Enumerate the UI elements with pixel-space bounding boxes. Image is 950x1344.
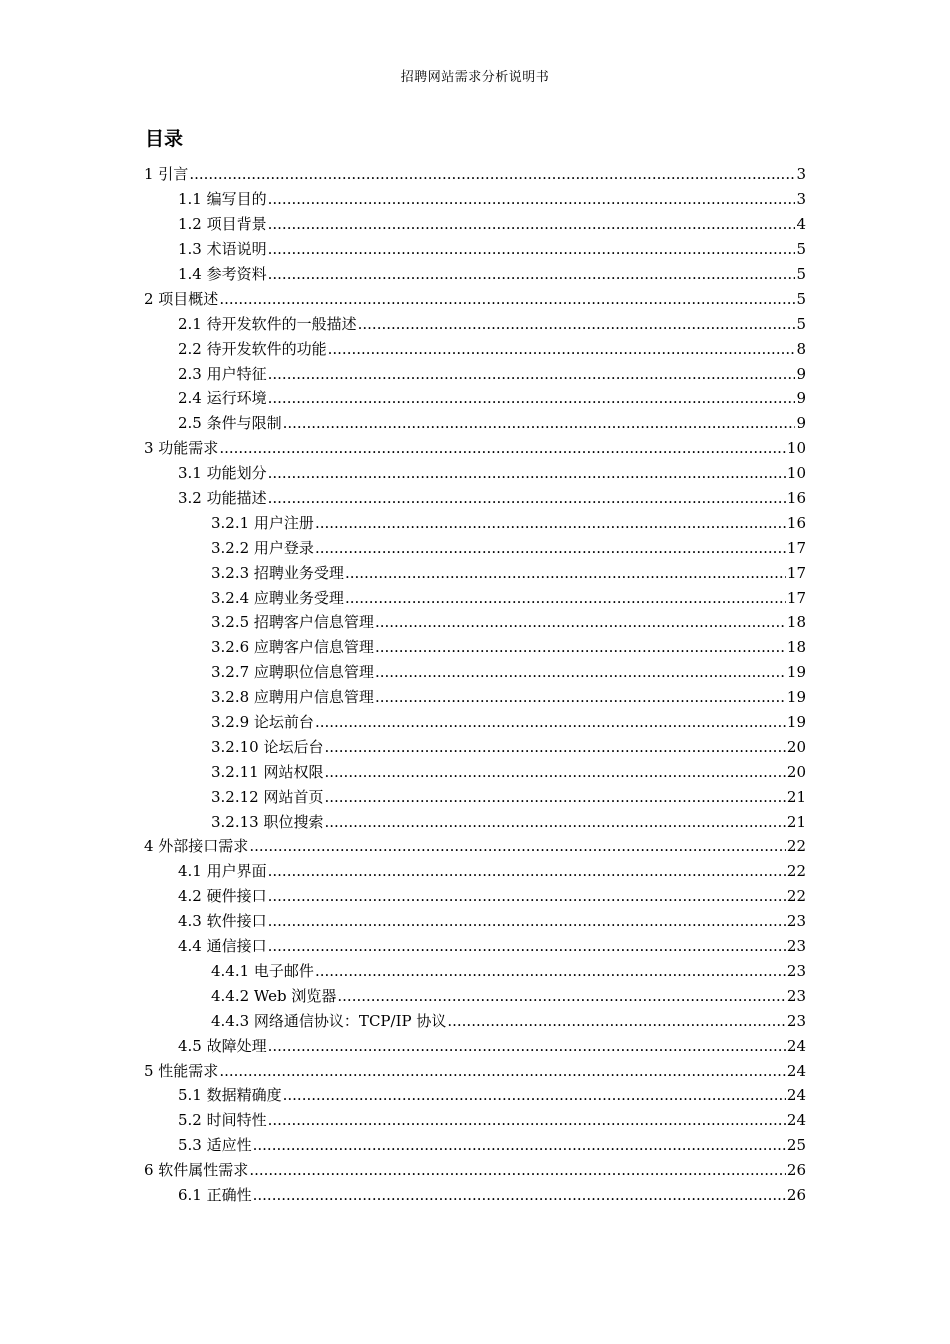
toc-dot-leader (375, 612, 786, 632)
toc-entry[interactable] (178, 1133, 806, 1158)
toc-entry-label: 5 性能需求 (144, 1061, 219, 1080)
toc-page-number: 10 (786, 439, 806, 458)
toc-entry-label: 3.1 功能划分 (178, 464, 267, 483)
table-of-contents (0, 162, 950, 1207)
toc-page-number: 16 (786, 489, 806, 508)
toc-page-number: 22 (786, 862, 806, 881)
toc-page-number: 24 (786, 1061, 806, 1080)
toc-page-number: 18 (786, 638, 806, 657)
toc-entry[interactable] (211, 560, 806, 585)
toc-entry[interactable] (178, 411, 806, 436)
toc-page-number: 17 (786, 563, 806, 582)
toc-dot-leader (268, 886, 786, 906)
toc-dot-leader (337, 986, 786, 1006)
toc-entry[interactable] (144, 834, 806, 859)
toc-page-number: 26 (786, 1185, 806, 1204)
toc-entry-label: 3.2.7 应聘职位信息管理 (211, 663, 374, 682)
toc-entry-label: 3.2.4 应聘业务受理 (211, 588, 344, 607)
toc-entry-label: 4.5 故障处理 (178, 1036, 267, 1055)
toc-page-number: 25 (786, 1136, 806, 1155)
toc-entry[interactable] (211, 585, 806, 610)
toc-entry[interactable] (178, 361, 806, 386)
toc-page-number: 16 (786, 513, 806, 532)
toc-dot-leader (253, 1185, 786, 1205)
toc-page-number: 23 (786, 986, 806, 1005)
toc-entry-label: 1.1 编写目的 (178, 190, 267, 209)
toc-dot-leader (283, 413, 796, 433)
toc-dot-leader (375, 662, 786, 682)
toc-entry-label: 2.1 待开发软件的一般描述 (178, 314, 357, 333)
toc-dot-leader (268, 936, 786, 956)
toc-entry-label: 4.3 软件接口 (178, 912, 267, 931)
toc-entry[interactable] (178, 311, 806, 336)
toc-page-number: 9 (796, 389, 806, 408)
toc-dot-leader (249, 1160, 786, 1180)
toc-entry[interactable] (211, 685, 806, 710)
toc-entry-label: 2.2 待开发软件的功能 (178, 339, 327, 358)
toc-entry[interactable] (178, 212, 806, 237)
toc-page-number: 5 (796, 265, 806, 283)
toc-entry[interactable] (178, 386, 806, 411)
toc-dot-leader (268, 264, 796, 284)
toc-entry[interactable] (211, 959, 806, 984)
toc-dot-leader (283, 1085, 786, 1105)
toc-entry[interactable] (211, 1008, 806, 1033)
toc-entry[interactable] (178, 859, 806, 884)
toc-dot-leader (315, 538, 786, 558)
toc-entry[interactable] (211, 734, 806, 759)
toc-entry[interactable] (178, 934, 806, 959)
toc-entry[interactable] (178, 1108, 806, 1133)
toc-page-number: 10 (786, 464, 806, 483)
toc-entry-label: 3.2.5 招聘客户信息管理 (211, 613, 374, 632)
toc-entry-label: 4 外部接口需求 (144, 837, 249, 856)
toc-page-number: 20 (786, 737, 806, 756)
toc-entry[interactable] (211, 759, 806, 784)
toc-dot-leader (249, 836, 786, 856)
toc-page-number: 3 (796, 190, 806, 209)
toc-entry-label: 4.4.3 网络通信协议：TCP/IP 协议 (211, 1011, 447, 1030)
toc-entry-label: 4.4 通信接口 (178, 937, 267, 956)
toc-entry-label: 1 引言 (144, 165, 189, 184)
toc-dot-leader (268, 388, 796, 408)
toc-dot-leader (358, 314, 796, 334)
toc-entry[interactable] (144, 162, 806, 187)
toc-entry-label: 1.3 术语说明 (178, 240, 267, 259)
toc-dot-leader (268, 239, 796, 259)
toc-page-number: 19 (786, 688, 806, 707)
toc-entry-label: 6 软件属性需求 (144, 1161, 249, 1180)
toc-page-number: 23 (786, 912, 806, 931)
toc-entry[interactable] (178, 1183, 806, 1208)
toc-entry-label: 1.4 参考资料 (178, 265, 267, 283)
toc-page-number: 22 (786, 887, 806, 906)
toc-entry[interactable] (144, 1058, 806, 1083)
toc-dot-leader (328, 339, 796, 359)
toc-dot-leader (324, 787, 785, 807)
toc-dot-leader (268, 861, 786, 881)
toc-entry[interactable] (211, 610, 806, 635)
toc-entry[interactable] (178, 486, 806, 511)
toc-dot-leader (219, 289, 795, 309)
toc-entry[interactable] (211, 635, 806, 660)
toc-dot-leader (219, 1061, 786, 1081)
toc-entry[interactable] (178, 884, 806, 909)
toc-entry-label: 4.2 硬件接口 (178, 887, 267, 906)
toc-dot-leader (447, 1011, 786, 1031)
toc-entry[interactable] (211, 983, 806, 1008)
toc-entry-label: 3.2.12 网站首页 (211, 787, 324, 806)
toc-entry-label: 3 功能需求 (144, 439, 219, 458)
toc-dot-leader (268, 214, 796, 234)
toc-entry[interactable] (211, 535, 806, 560)
toc-entry-label: 3.2.1 用户注册 (211, 513, 314, 532)
toc-dot-leader (268, 1110, 786, 1130)
toc-entry[interactable] (211, 784, 806, 809)
toc-dot-leader (315, 513, 786, 533)
toc-entry-label: 3.2.10 论坛后台 (211, 737, 324, 756)
toc-entry[interactable] (178, 1083, 806, 1108)
toc-page-number: 21 (786, 812, 806, 831)
toc-entry-label: 3.2.13 职位搜索 (211, 812, 324, 831)
toc-entry[interactable] (144, 436, 806, 461)
toc-page-number: 20 (786, 762, 806, 781)
toc-page-number: 22 (786, 837, 806, 856)
toc-page-number: 21 (786, 787, 806, 806)
toc-title: 目录 (145, 128, 184, 150)
toc-page-number: 5 (796, 240, 806, 259)
toc-entry-label: 4.4.2 Web 浏览器 (211, 986, 337, 1005)
toc-entry-label: 2.4 运行环境 (178, 389, 267, 408)
toc-entry-label: 6.1 正确性 (178, 1185, 252, 1204)
toc-page-number: 5 (796, 289, 806, 308)
toc-entry-label: 5.1 数据精确度 (178, 1086, 282, 1105)
toc-entry-label: 4.1 用户界面 (178, 862, 267, 881)
toc-entry-label: 2 项目概述 (144, 289, 219, 308)
toc-page-number: 3 (796, 165, 806, 184)
toc-page-number: 8 (796, 339, 806, 358)
toc-entry-label: 3.2 功能描述 (178, 489, 267, 508)
running-header: 招聘网站需求分析说明书 (400, 70, 550, 85)
toc-page-number: 26 (786, 1161, 806, 1180)
toc-dot-leader (253, 1135, 786, 1155)
toc-entry-label: 3.2.2 用户登录 (211, 538, 314, 557)
toc-entry[interactable] (178, 237, 806, 262)
toc-page-number: 5 (796, 314, 806, 333)
toc-page-number: 17 (786, 538, 806, 557)
toc-page-number: 23 (786, 937, 806, 956)
toc-dot-leader (324, 737, 785, 757)
toc-dot-leader (268, 189, 796, 209)
toc-page-number: 17 (786, 588, 806, 607)
toc-page-number: 19 (786, 663, 806, 682)
toc-entry-label: 3.2.6 应聘客户信息管理 (211, 638, 374, 657)
toc-dot-leader (219, 438, 786, 458)
toc-dot-leader (268, 1036, 786, 1056)
toc-page-number: 24 (786, 1086, 806, 1105)
toc-page-number: 4 (796, 215, 806, 234)
toc-entry[interactable] (178, 909, 806, 934)
toc-entry[interactable] (211, 710, 806, 735)
toc-dot-leader (324, 812, 785, 832)
toc-dot-leader (315, 712, 786, 732)
toc-dot-leader (345, 563, 786, 583)
toc-entry-label: 3.2.9 论坛前台 (211, 713, 314, 732)
toc-entry-label: 1.2 项目背景 (178, 215, 267, 234)
toc-dot-leader (268, 463, 786, 483)
toc-page-number: 9 (796, 364, 806, 383)
toc-entry-label: 4.4.1 电子邮件 (211, 961, 314, 980)
toc-dot-leader (268, 911, 786, 931)
toc-entry[interactable] (144, 1158, 806, 1183)
toc-entry[interactable] (144, 286, 806, 311)
toc-entry[interactable] (211, 510, 806, 535)
toc-entry-label: 2.5 条件与限制 (178, 414, 282, 433)
toc-entry[interactable] (178, 336, 806, 361)
toc-dot-leader (189, 164, 795, 184)
toc-entry[interactable] (211, 809, 806, 834)
toc-entry-label: 3.2.3 招聘业务受理 (211, 563, 344, 582)
toc-dot-leader (268, 364, 796, 384)
toc-page-number: 24 (786, 1036, 806, 1055)
toc-entry-label: 3.2.11 网站权限 (211, 762, 324, 781)
toc-dot-leader (324, 762, 785, 782)
toc-page-number: 18 (786, 613, 806, 632)
toc-entry[interactable] (178, 187, 806, 212)
toc-dot-leader (345, 588, 786, 608)
toc-dot-leader (375, 687, 786, 707)
toc-entry[interactable] (178, 262, 806, 287)
toc-page-number: 24 (786, 1111, 806, 1130)
toc-page-number: 23 (786, 1011, 806, 1030)
toc-page-number: 23 (786, 961, 806, 980)
toc-page-number: 9 (796, 414, 806, 433)
toc-entry-label: 5.3 适应性 (178, 1136, 252, 1155)
toc-entry[interactable] (211, 660, 806, 685)
toc-page-number: 19 (786, 713, 806, 732)
toc-entry[interactable] (178, 1033, 806, 1058)
toc-entry-label: 2.3 用户特征 (178, 364, 267, 383)
toc-entry-label: 5.2 时间特性 (178, 1111, 267, 1130)
toc-entry[interactable] (178, 461, 806, 486)
toc-entry-label: 3.2.8 应聘用户信息管理 (211, 688, 374, 707)
toc-dot-leader (375, 637, 786, 657)
toc-dot-leader (315, 961, 786, 981)
toc-dot-leader (268, 488, 786, 508)
